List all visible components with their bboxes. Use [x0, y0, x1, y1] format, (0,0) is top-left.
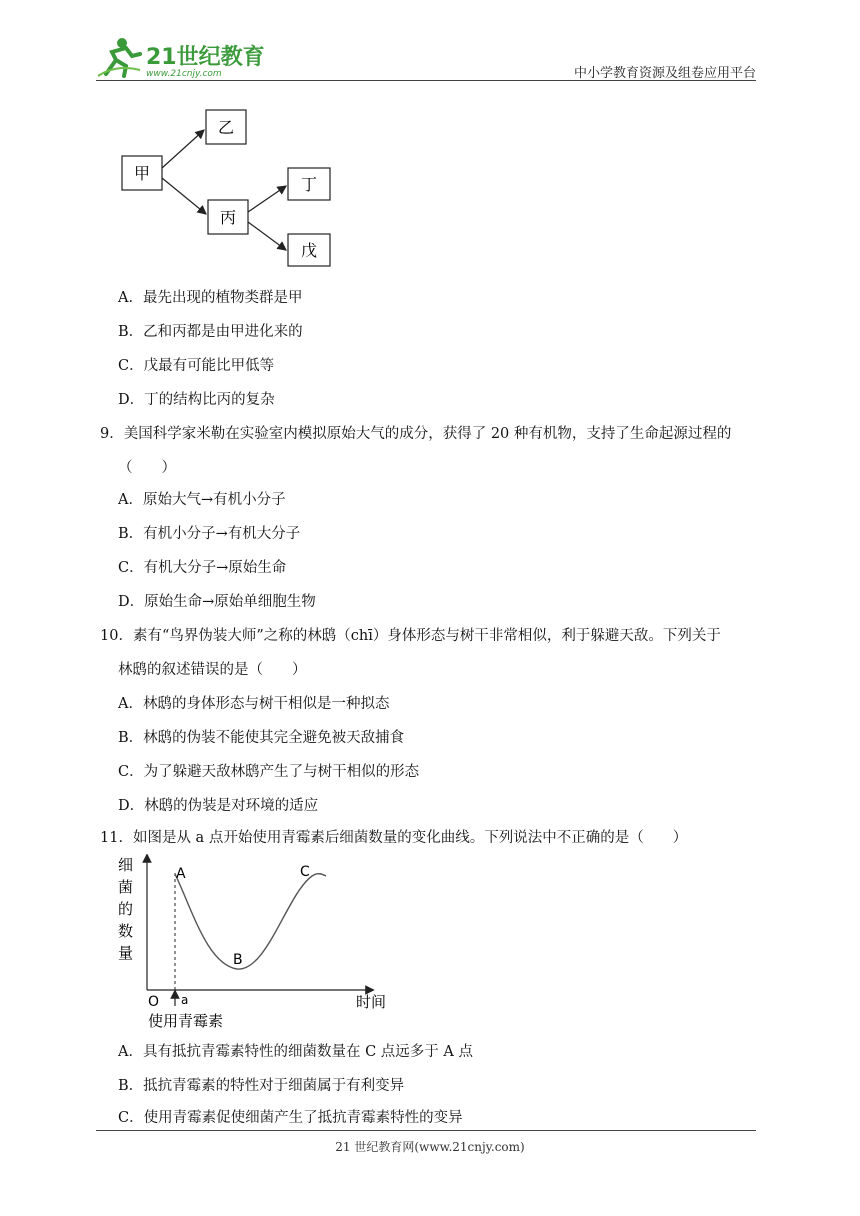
point-label-C: C [300, 864, 310, 880]
node-jia [122, 156, 162, 190]
footer-divider [96, 1130, 756, 1131]
bacteria-count-curve [112, 854, 402, 1034]
svg-text:的: 的 [118, 900, 134, 918]
node-wu [288, 234, 330, 266]
evolution-tree-diagram [112, 100, 352, 280]
arrow-bing-wu [248, 222, 286, 250]
bacteria-curve-line [175, 874, 326, 969]
origin-label: O [148, 994, 160, 1010]
q9-stem: 9．美国科学家米勒在实验室内模拟原始大气的成分，获得了 20 种有机物，支持了生命起源过程的 [100, 426, 732, 442]
q11-stem: 11．如图是从 a 点开始使用青霉素后细菌数量的变化曲线。下列说法中不正确的是（ ） [100, 830, 688, 846]
header-platform-name: 中小学教育资源及组卷应用平台 [573, 66, 756, 81]
q9-option-b: B．有机小分子→有机大分子 [118, 526, 301, 542]
penicillin-label: 使用青霉素 [148, 1012, 224, 1030]
node-yi [206, 110, 246, 144]
q11-option-a: A．具有抵抗青霉素特性的细菌数量在 C 点远多于 A 点 [118, 1044, 473, 1060]
svg-text:甲: 甲 [133, 164, 151, 183]
q9-option-a: A．原始大气→有机小分子 [118, 492, 286, 508]
x-axis-label: 时间 [356, 993, 387, 1011]
q9-option-c: C．有机大分子→原始生命 [118, 560, 287, 576]
q9-stem-bracket: （ ） [118, 460, 176, 476]
point-label-B: B [233, 952, 243, 968]
point-label-a: a [181, 993, 189, 1007]
svg-text:丁: 丁 [300, 175, 318, 194]
q8-option-d: D．丁的结构比丙的复杂 [118, 392, 275, 408]
q8-option-a: A．最先出现的植物类群是甲 [118, 290, 303, 306]
svg-text:丙: 丙 [219, 208, 237, 227]
logo-title: 21世纪教育 [146, 45, 265, 70]
arrow-jia-yi [162, 130, 204, 168]
point-label-A: A [176, 866, 186, 882]
header-divider [96, 80, 756, 81]
q10-stem: 10．素有“鸟界伪装大师”之称的林鸱（chī）身体形态与树干非常相似，利于躲避天敌。下列关于 [100, 628, 721, 644]
svg-text:戊: 戊 [300, 241, 318, 260]
q9-option-d: D．原始生命→原始单细胞生物 [118, 594, 316, 610]
q11-option-c: C．使用青霉素促使细菌产生了抵抗青霉素特性的变异 [118, 1110, 463, 1126]
svg-text:菌: 菌 [118, 878, 134, 896]
q8-option-b: B．乙和丙都是由甲进化来的 [118, 324, 303, 340]
node-bing [208, 200, 248, 234]
q10-stem-cont: 林鸱的叙述错误的是（ ） [118, 662, 307, 678]
footer-site-text: 21 世纪教育网(www.21cnjy.com) [335, 1140, 525, 1154]
svg-text:乙: 乙 [217, 118, 235, 137]
q11-option-b: B．抵抗青霉素的特性对于细菌属于有利变异 [118, 1078, 405, 1094]
logo-url: www.21cnjy.com [146, 69, 222, 79]
svg-text:数: 数 [118, 922, 134, 940]
runner-icon [98, 38, 140, 76]
arrow-bing-ding [248, 186, 286, 212]
q10-option-b: B．林鸱的伪装不能使其完全避免被天敌捕食 [118, 730, 405, 746]
q10-option-d: D．林鸱的伪装是对环境的适应 [118, 798, 319, 814]
arrow-jia-bing [162, 178, 206, 214]
svg-text:细: 细 [118, 856, 134, 874]
svg-text:量: 量 [118, 944, 134, 962]
y-axis-label [118, 856, 133, 962]
site-logo [96, 34, 266, 80]
q10-option-c: C．为了躲避天敌林鸱产生了与树干相似的形态 [118, 764, 420, 780]
q10-option-a: A．林鸱的身体形态与树干相似是一种拟态 [118, 696, 390, 712]
node-ding [288, 168, 330, 200]
q8-option-c: C．戊最有可能比甲低等 [118, 358, 275, 374]
